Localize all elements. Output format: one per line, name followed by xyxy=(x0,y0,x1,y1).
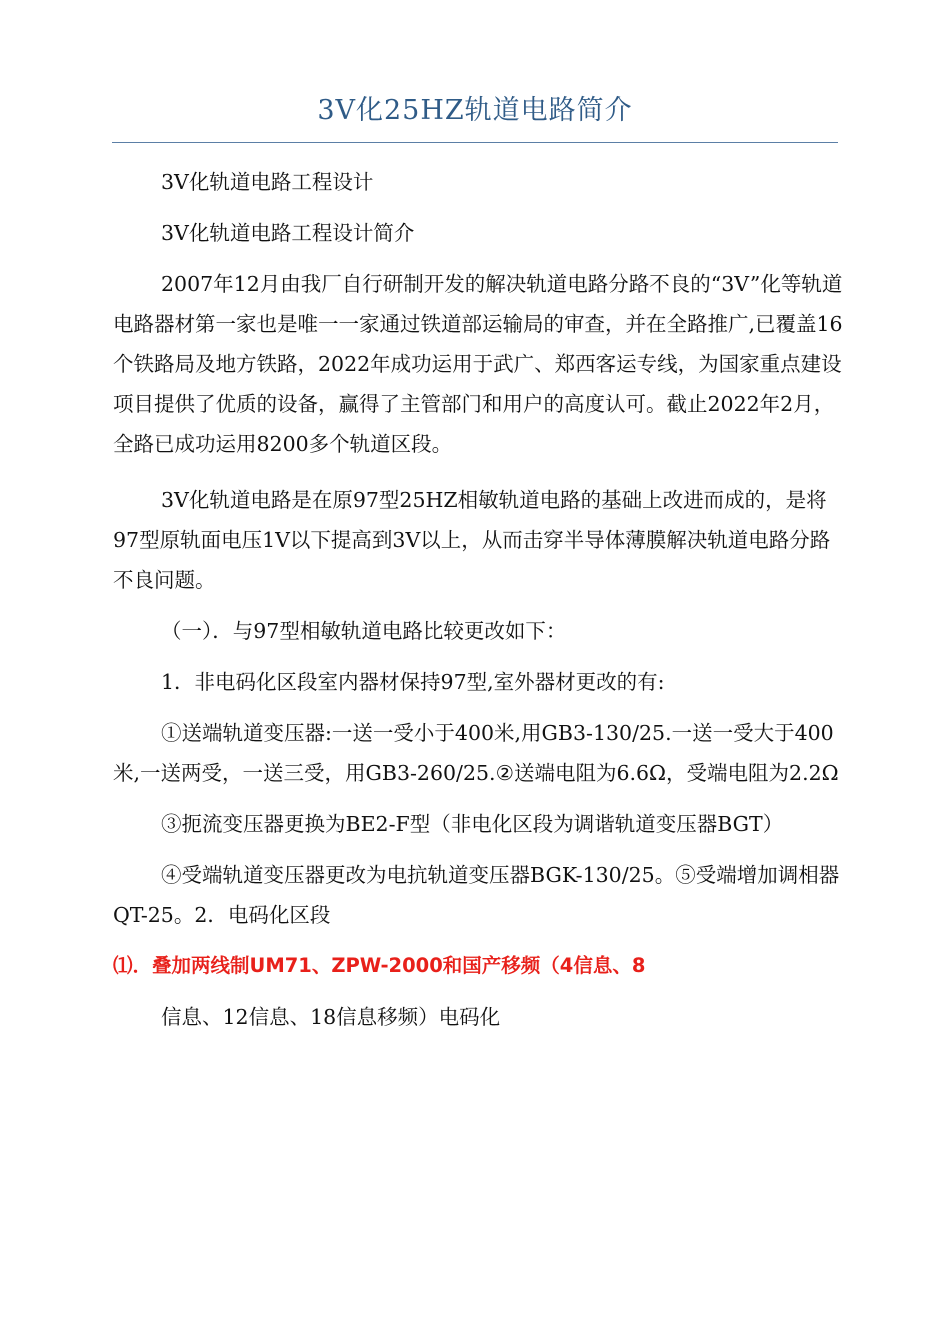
paragraph-6: 1．非电码化区段室内器材保持97型,室外器材更改的有: xyxy=(161,670,665,694)
document-body xyxy=(113,162,843,1037)
paragraph-7: ①送端轨道变压器:一送一受小于400米,用GB3-130/25.一送一受大于400米,一送两受，一送三受，用GB3-260/25.②送端电阻为6.6Ω，受端电阻为2.2Ω xyxy=(113,721,839,785)
page-title: 3V化25HZ轨道电路简介 xyxy=(317,95,633,126)
paragraph-1: 3V化轨道电路工程设计 xyxy=(161,170,374,194)
paragraph-4: 3V化轨道电路是在原97型25HZ相敏轨道电路的基础上改进而成的，是将97型原轨面电压1V以下提高到3V以上，从而击穿半导体薄膜解决轨道电路分路不良问题。 xyxy=(113,488,831,592)
section-heading: ⑴．叠加两线制UM71、ZPW-2000和国产移频（4信息、8 xyxy=(113,954,646,977)
paragraph-8: ③扼流变压器更换为BE2-F型（非电化区段为调谐轨道变压器BGT） xyxy=(161,812,784,836)
paragraph-5: （一）．与97型相敏轨道电路比较更改如下： xyxy=(161,619,567,643)
title-divider xyxy=(112,142,838,143)
paragraph-3: 2007年12月由我厂自行研制开发的解决轨道电路分路不良的“3V”化等轨道电路器材第一家也是唯一一家通过铁道部运输局的审查，并在全路推广,已覆盖16个铁路局及地方铁路，2022年成功运用于武广、郑西客运专线，为国家重点建设项目提供了优质的设备，赢得了主管部门和用户的高度认可。截止2022年2月，全路已成功运用8200多个轨道区段。 xyxy=(113,272,843,456)
paragraph-9: ④受端轨道变压器更改为电抗轨道变压器BGK-130/25。⑤受端增加调相器QT-25。2．电码化区段 xyxy=(113,863,840,927)
paragraph-10: 信息、12信息、18信息移频）电码化 xyxy=(161,1005,501,1029)
paragraph-2: 3V化轨道电路工程设计简介 xyxy=(161,221,415,245)
